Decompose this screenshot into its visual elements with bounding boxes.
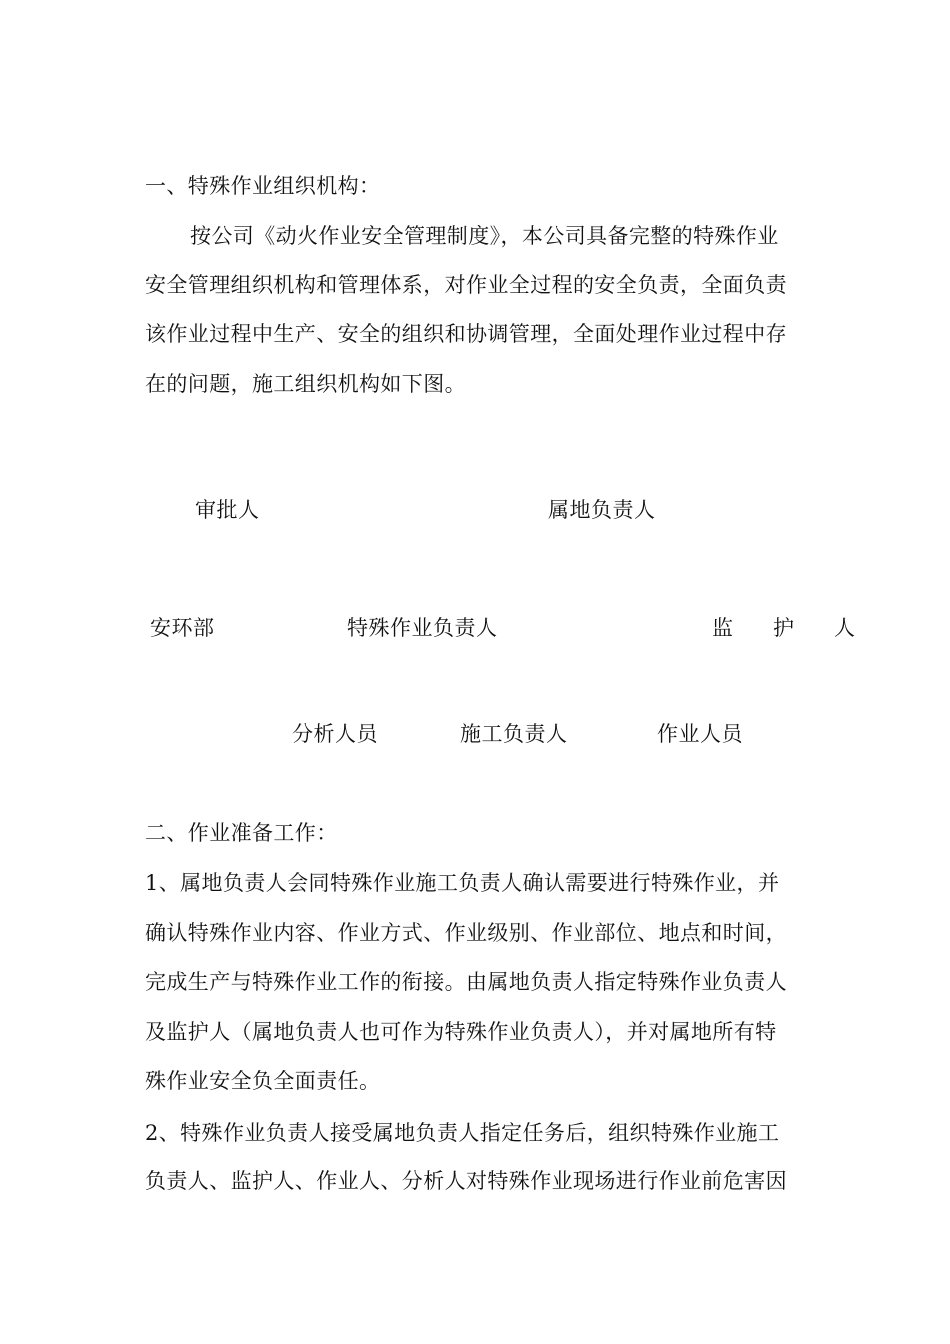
section2-item2-line: 2、特殊作业负责人接受属地负责人指定任务后，组织特殊作业施工 [145, 1121, 780, 1145]
org-node-analysts: 分析人员 [292, 722, 378, 746]
org-node-special-work-head: 特殊作业负责人 [347, 616, 498, 640]
section2-item1-line: 殊作业安全负全面责任。 [145, 1069, 381, 1093]
section2-item1-line: 1、属地负责人会同特殊作业施工负责人确认需要进行特殊作业，并 [145, 871, 780, 895]
section1-paragraph-line: 在的问题，施工组织机构如下图。 [145, 372, 466, 396]
org-node-guardian: 监护人 [712, 616, 895, 640]
section2-heading: 二、作业准备工作： [145, 821, 338, 845]
org-node-workers: 作业人员 [657, 722, 743, 746]
section1-heading: 一、特殊作业组织机构： [145, 174, 381, 198]
section1-paragraph-line: 安全管理组织机构和管理体系，对作业全过程的安全负责，全面负责 [145, 273, 787, 297]
org-node-approver: 审批人 [195, 498, 260, 522]
section2-item1-line: 及监护人（属地负责人也可作为特殊作业负责人），并对属地所有特 [145, 1020, 777, 1044]
section2-item1-line: 完成生产与特殊作业工作的衔接。由属地负责人指定特殊作业负责人 [145, 970, 787, 994]
org-node-construction-head: 施工负责人 [460, 722, 568, 746]
org-node-territory-head: 属地负责人 [548, 498, 656, 522]
section2-item1-line: 确认特殊作业内容、作业方式、作业级别、作业部位、地点和时间， [145, 921, 787, 945]
org-node-safety-env-dept: 安环部 [150, 616, 215, 640]
section1-paragraph-line: 该作业过程中生产、安全的组织和协调管理，全面处理作业过程中存 [145, 322, 787, 346]
section1-paragraph-line: 按公司《动火作业安全管理制度》，本公司具备完整的特殊作业 [190, 224, 779, 248]
section2-item2-line: 负责人、监护人、作业人、分析人对特殊作业现场进行作业前危害因 [145, 1169, 787, 1193]
